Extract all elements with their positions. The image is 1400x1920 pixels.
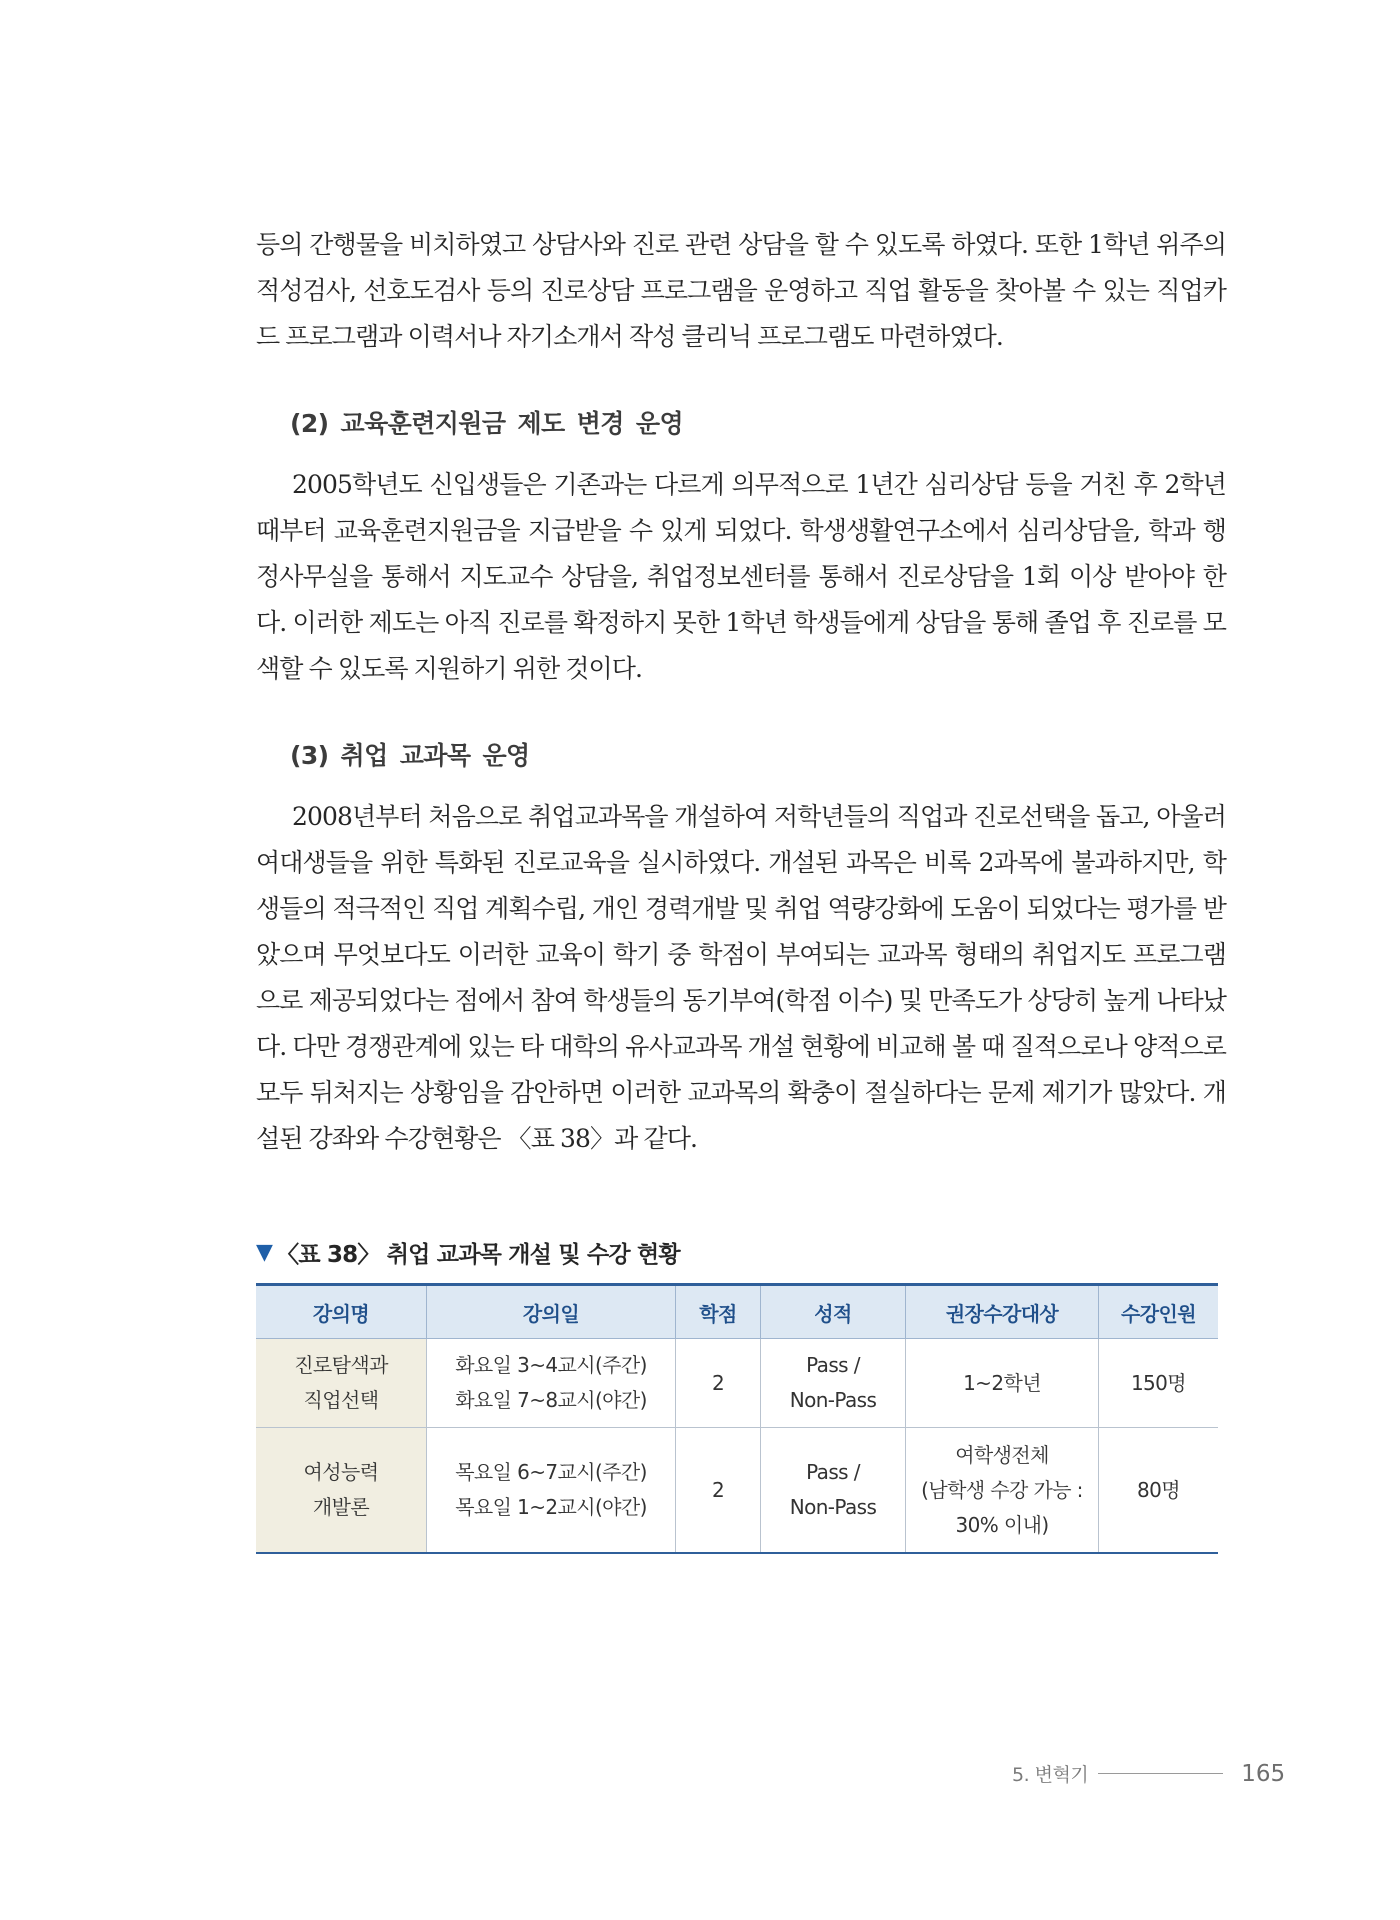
grade-cell: Pass / Non-Pass [761, 1428, 906, 1554]
enrollment-cell: 80명 [1099, 1428, 1219, 1554]
course-table [256, 1283, 1218, 1554]
page-number: 165 [1241, 1760, 1286, 1787]
paragraph-employment-courses: 2008년부터 처음으로 취업교과목을 개설하여 저학년들의 직업과 진로선택을 돕고, 아울러 여대생들을 위한 특화된 진로교육을 실시하였다. 개설된 과목은 비록 2과목에 불과하지만, 학생들의 적극적인 직업 계획수립, 개인 경력개발 및 취업 역량강화에 도움이 되었다는 평가를 받았으며 무엇보다도 이러한 교육이 학기 중 학점이 부여되는 교과목 형태의 취업지도 프로그램으로 제공되었다는 점에서 참여 학생들의 동기부여(학점 이수) 및 만족도가 상당히 높게 나타났다. 다만 경쟁관계에 있는 타 대학의 유사교과목 개설 현황에 비교해 볼 때 질적으로나 양적으로 모두 뒤처지는 상황임을 감안하면 이러한 교과목의 확충이 절실하다는 문제 제기가 많았다. 개설된 강좌와 수강현황은 〈표 38〉과 같다. [256, 802, 1226, 1153]
course-name-cell: 여성능력 개발론 [256, 1428, 427, 1554]
table-caption [256, 1236, 1226, 1269]
section-heading-3: (3) 취업 교과목 운영 [290, 741, 530, 770]
chapter-label: 5. 변혁기 [1012, 1764, 1089, 1786]
footer-divider [1098, 1773, 1223, 1774]
section-heading-2: (2) 교육훈련지원금 제도 변경 운영 [290, 409, 684, 438]
paragraph-intro: 등의 간행물을 비치하였고 상담사와 진로 관련 상담을 할 수 있도록 하였다. 또한 1학년 위주의 적성검사, 선호도검사 등의 진로상담 프로그램을 운영하고 직업 활동을 찾아볼 수 있는 직업카드 프로그램과 이력서나 자기소개서 작성 클리닉 프로그램도 마련하였다. [256, 230, 1226, 351]
table-header-row [256, 1285, 1218, 1339]
down-triangle-icon: ▼ [256, 1240, 273, 1265]
header-credit: 학점 [676, 1285, 761, 1339]
credit-cell: 2 [676, 1428, 761, 1554]
page-content [256, 222, 1226, 1554]
header-target: 권장수강대상 [906, 1285, 1099, 1339]
page-footer [1012, 1760, 1302, 1787]
course-day-cell: 목요일 6~7교시(주간) 목요일 1~2교시(야간) [427, 1428, 676, 1554]
enrollment-cell: 150명 [1099, 1339, 1219, 1428]
course-name-cell: 진로탐색과 직업선택 [256, 1339, 427, 1428]
grade-cell: Pass / Non-Pass [761, 1339, 906, 1428]
table-caption-text: 〈표 38〉 취업 교과목 개설 및 수강 현황 [276, 1242, 680, 1268]
table-row [256, 1428, 1218, 1554]
header-course-name: 강의명 [256, 1285, 427, 1339]
header-grade: 성적 [761, 1285, 906, 1339]
course-day-cell: 화요일 3~4교시(주간) 화요일 7~8교시(야간) [427, 1339, 676, 1428]
credit-cell: 2 [676, 1339, 761, 1428]
table-row [256, 1339, 1218, 1428]
header-enrollment: 수강인원 [1099, 1285, 1219, 1339]
target-cell: 1~2학년 [906, 1339, 1099, 1428]
paragraph-training-grant: 2005학년도 신입생들은 기존과는 다르게 의무적으로 1년간 심리상담 등을 거친 후 2학년 때부터 교육훈련지원금을 지급받을 수 있게 되었다. 학생생활연구소에서 심리상담을, 학과 행정사무실을 통해서 지도교수 상담을, 취업정보센터를 통해서 진로상담을 1회 이상 받아야 한다. 이러한 제도는 아직 진로를 확정하지 못한 1학년 학생들에게 상담을 통해 졸업 후 진로를 모색할 수 있도록 지원하기 위한 것이다. [256, 470, 1226, 683]
target-cell: 여학생전체 (남학생 수강 가능 : 30% 이내) [906, 1428, 1099, 1554]
header-course-day: 강의일 [427, 1285, 676, 1339]
